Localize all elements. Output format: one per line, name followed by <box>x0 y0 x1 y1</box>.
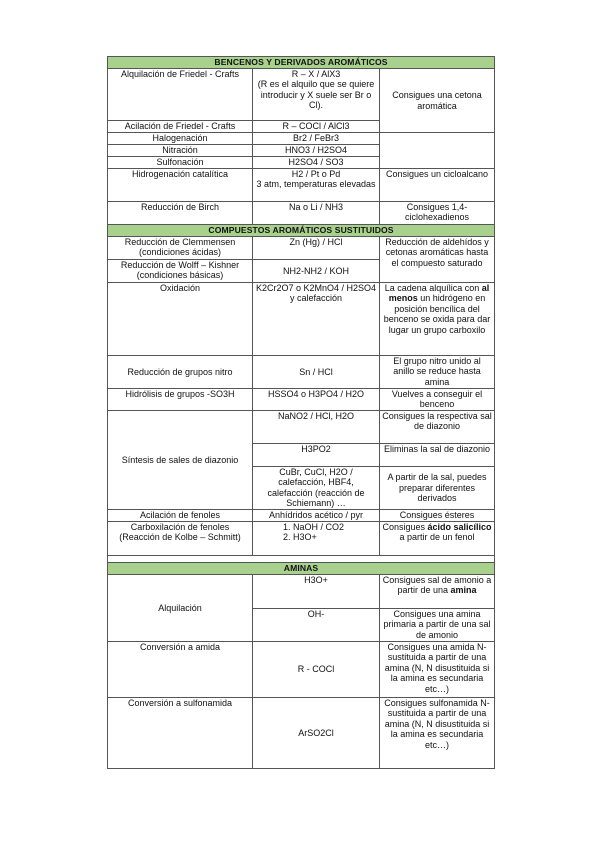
reaction-name: Hidrólisis de grupos -SO3H <box>108 389 253 411</box>
table-row <box>108 642 495 698</box>
reagents: Zn (Hg) / HCl <box>253 237 380 260</box>
result-emphasis: amina <box>450 585 477 596</box>
reagents: H2 / Pt o Pd 3 atm, temperaturas elevadas <box>253 169 380 202</box>
reaction-name: Reducción de Birch <box>108 202 253 225</box>
reaction-name: Reducción de Clemmensen (condiciones ácidas) <box>108 237 253 260</box>
reaction-name: Síntesis de sales de diazonio <box>108 411 253 510</box>
table-row <box>108 510 495 522</box>
table-row <box>108 283 495 356</box>
table-row <box>108 698 495 769</box>
result-text: a partir de un fenol <box>399 532 475 543</box>
reaction-name: Sulfonación <box>108 157 253 169</box>
result: Vuelves a conseguir el benceno <box>380 389 495 411</box>
reagents: ArSO2Cl <box>253 698 380 769</box>
reagents: R – X / AlX3 (R es el alquilo que se quiere introducir y X suele ser Br o Cl). <box>253 69 380 121</box>
reagents: H2SO4 / SO3 <box>253 157 380 169</box>
reaction-name: Reducción de grupos nitro <box>108 356 253 389</box>
result: Consigues ésteres <box>380 510 495 522</box>
spacer-row <box>108 556 495 563</box>
reagents <box>253 522 380 556</box>
section-header-row <box>108 563 495 575</box>
reaction-name: Halogenación <box>108 133 253 145</box>
table-row <box>108 411 495 444</box>
result: El grupo nitro unido al anillo se reduce hasta amina <box>380 356 495 389</box>
result: A partir de la sal, puedes preparar diferentes derivados <box>380 467 495 510</box>
reagents: R – COCl / AlCl3 <box>253 121 380 133</box>
result-emphasis: ácido salicílico <box>427 522 492 532</box>
result: Eliminas la sal de diazonio <box>380 444 495 467</box>
reagents: CuBr, CuCl, H2O / calefacción, HBF4, calefacción (reacción de Schiemann) … <box>253 467 380 510</box>
result: Consigues un cicloalcano <box>380 169 495 202</box>
result <box>380 283 495 356</box>
table-row <box>108 69 495 121</box>
section-title: COMPUESTOS AROMÁTICOS SUSTITUIDOS <box>108 225 495 237</box>
table-row <box>108 522 495 556</box>
reagents: H3PO2 <box>253 444 380 467</box>
reagents: OH- <box>253 609 380 642</box>
section-title: AMINAS <box>108 563 495 575</box>
table-row <box>108 356 495 389</box>
reaction-name: Nitración <box>108 145 253 157</box>
reaction-name: Alquilación <box>108 575 253 642</box>
reaction-name: Reducción de Wolff – Kishner (condiciones básicas) <box>108 260 253 283</box>
result-emphasis: al menos <box>388 283 490 304</box>
reagents: Sn / HCl <box>253 356 380 389</box>
reagents: Anhídridos acético / pyr <box>253 510 380 522</box>
result-text: Consigues sal de amonio a partir de una <box>382 575 492 596</box>
reagent-step: 2. H3O+ <box>283 532 317 543</box>
section-header-row <box>108 225 495 237</box>
result: Reducción de aldehídos y cetonas aromáticas hasta el compuesto saturado <box>380 237 495 283</box>
result: Consigues sulfonamida N-sustituida a partir de una amina (N, N disustituida si la amina es secundaria etc…) <box>380 698 495 769</box>
result: Consigues la respectiva sal de diazonio <box>380 411 495 444</box>
reaction-name: Acilación de Friedel - Crafts <box>108 121 253 133</box>
result <box>380 522 495 556</box>
reaction-name: Oxidación <box>108 283 253 356</box>
reagents: Na o Li / NH3 <box>253 202 380 225</box>
result-text: un hidrógeno en posición bencílica del benceno se oxida para dar lugar un grupo carboxilo <box>383 293 491 335</box>
reagents: H3O+ <box>253 575 380 609</box>
table-row <box>108 202 495 225</box>
reaction-name: Hidrogenación catalítica <box>108 169 253 202</box>
result: Consigues 1,4-ciclohexadienos <box>380 202 495 225</box>
reagents: R - COCl <box>253 642 380 698</box>
reagent-step: 1. NaOH / CO2 <box>283 522 345 532</box>
table-row <box>108 389 495 411</box>
reagents: HNO3 / H2SO4 <box>253 145 380 157</box>
result <box>380 575 495 609</box>
result-text: Consigues <box>382 522 428 532</box>
result: Consigues una amina primaria a partir de una sal de amonio <box>380 609 495 642</box>
reactions-table <box>107 56 495 769</box>
table-row <box>108 575 495 609</box>
reagents: NaNO2 / HCl, H2O <box>253 411 380 444</box>
section-header-row <box>108 57 495 69</box>
section-title: BENCENOS Y DERIVADOS AROMÁTICOS <box>108 57 495 69</box>
reaction-name: Conversión a amida <box>108 642 253 698</box>
table-row <box>108 237 495 260</box>
table-row <box>108 133 495 145</box>
reagents: NH2-NH2 / KOH <box>253 260 380 283</box>
reaction-name: Alquilación de Friedel - Crafts <box>108 69 253 121</box>
reaction-name: Conversión a sulfonamida <box>108 698 253 769</box>
result-text: La cadena alquílica con <box>384 283 482 293</box>
result: Consigues una amida N-sustituida a partir de una amina (N, N disustituida si la amina es secundaria etc…) <box>380 642 495 698</box>
reagents: Br2 / FeBr3 <box>253 133 380 145</box>
spacer-cell <box>108 556 495 563</box>
reagents: K2Cr2O7 o K2MnO4 / H2SO4 y calefacción <box>253 283 380 356</box>
result-empty <box>380 133 495 169</box>
reagents: HSSO4 o H3PO4 / H2O <box>253 389 380 411</box>
table-row <box>108 169 495 202</box>
result: Consigues una cetona aromática <box>380 69 495 133</box>
reaction-name: Carboxilación de fenoles (Reacción de Kolbe – Schmitt) <box>108 522 253 556</box>
reaction-name: Acilación de fenoles <box>108 510 253 522</box>
